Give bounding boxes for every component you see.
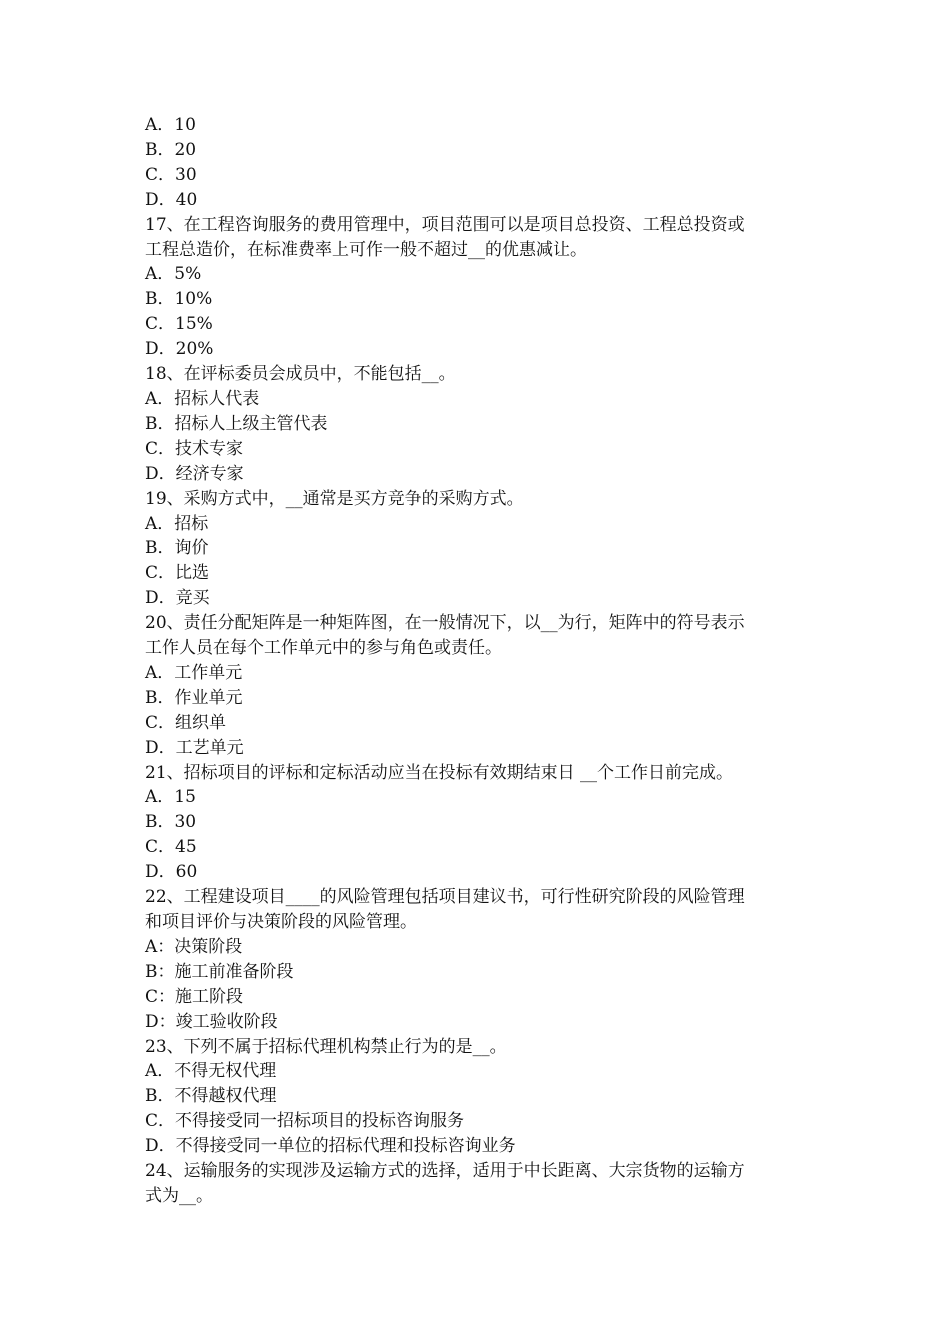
answer-option: D．竞买: [145, 588, 210, 609]
question-text: [145, 362, 815, 387]
question-line: 18、在评标委员会成员中，不能包括__。: [145, 364, 456, 385]
answer-option: A．15: [145, 787, 196, 808]
answer-option: C．15%: [145, 314, 213, 335]
question-line: 工程总造价，在标准费率上可作一般不超过__的优惠减让。: [145, 239, 587, 260]
question-text: [145, 487, 815, 512]
answer-option: C．技术专家: [145, 438, 244, 459]
question-line: 24、运输服务的实现涉及运输方式的选择，适用于中长距离、大宗货物的运输方: [145, 1161, 745, 1182]
answer-option: D．工艺单元: [145, 737, 244, 758]
answer-option: D．20%: [145, 339, 214, 360]
answer-option: C．不得接受同一招标项目的投标咨询服务: [145, 1111, 465, 1132]
answer-option: D．不得接受同一单位的招标代理和投标咨询业务: [145, 1136, 516, 1157]
question-line: 和项目评价与决策阶段的风险管理。: [145, 912, 417, 932]
answer-option: B．20: [145, 139, 197, 160]
answer-option: D．60: [145, 862, 198, 883]
answer-option: C．45: [145, 837, 197, 858]
question-line: 22、工程建设项目____的风险管理包括项目建议书，可行性研究阶段的风险管理: [145, 887, 745, 908]
question-text: [145, 761, 815, 786]
answer-option: B．作业单元: [145, 687, 243, 708]
answer-option: C．30: [145, 164, 197, 185]
question-line: 19、采购方式中，__通常是买方竞争的采购方式。: [145, 488, 524, 509]
answer-option: B．询价: [145, 538, 209, 559]
question-text: [145, 213, 815, 263]
answer-option: B．招标人上级主管代表: [145, 413, 328, 434]
question-text: [145, 885, 815, 935]
answer-option: B：施工前准备阶段: [145, 961, 294, 982]
answer-option: D．40: [145, 189, 198, 210]
answer-option: B．30: [145, 812, 197, 833]
answer-option: C．比选: [145, 563, 210, 584]
question-line: 23、下列不属于招标代理机构禁止行为的是__。: [145, 1036, 507, 1057]
question-line: 式为__。: [145, 1185, 213, 1206]
question-text: [145, 611, 815, 661]
document-page: [145, 113, 815, 1209]
answer-option: A．10: [145, 115, 196, 135]
question-text: [145, 1035, 815, 1060]
question-line: 20、责任分配矩阵是一种矩阵图，在一般情况下，以__为行，矩阵中的符号表示: [145, 613, 745, 634]
answer-option: A．招标: [145, 513, 209, 534]
question-text: [145, 1159, 815, 1209]
answer-option: D：竣工验收阶段: [145, 1011, 278, 1032]
question-line: 工作人员在每个工作单元中的参与角色或责任。: [145, 638, 502, 659]
answer-option: A：决策阶段: [145, 936, 243, 957]
answer-option: A．工作单元: [145, 662, 243, 683]
answer-option: A．不得无权代理: [145, 1061, 277, 1082]
answer-option: C：施工阶段: [145, 986, 244, 1007]
answer-option: C．组织单: [145, 712, 227, 733]
answer-option: A．5%: [145, 264, 202, 285]
question-line: 21、招标项目的评标和定标活动应当在投标有效期结束日 __个工作日前完成。: [145, 762, 734, 783]
question-line: 17、在工程咨询服务的费用管理中，项目范围可以是项目总投资、工程总投资或: [145, 214, 745, 235]
answer-option: D．经济专家: [145, 463, 244, 484]
answer-option: B．不得越权代理: [145, 1086, 277, 1107]
answer-option: A．招标人代表: [145, 388, 260, 409]
answer-option: B．10%: [145, 289, 213, 310]
